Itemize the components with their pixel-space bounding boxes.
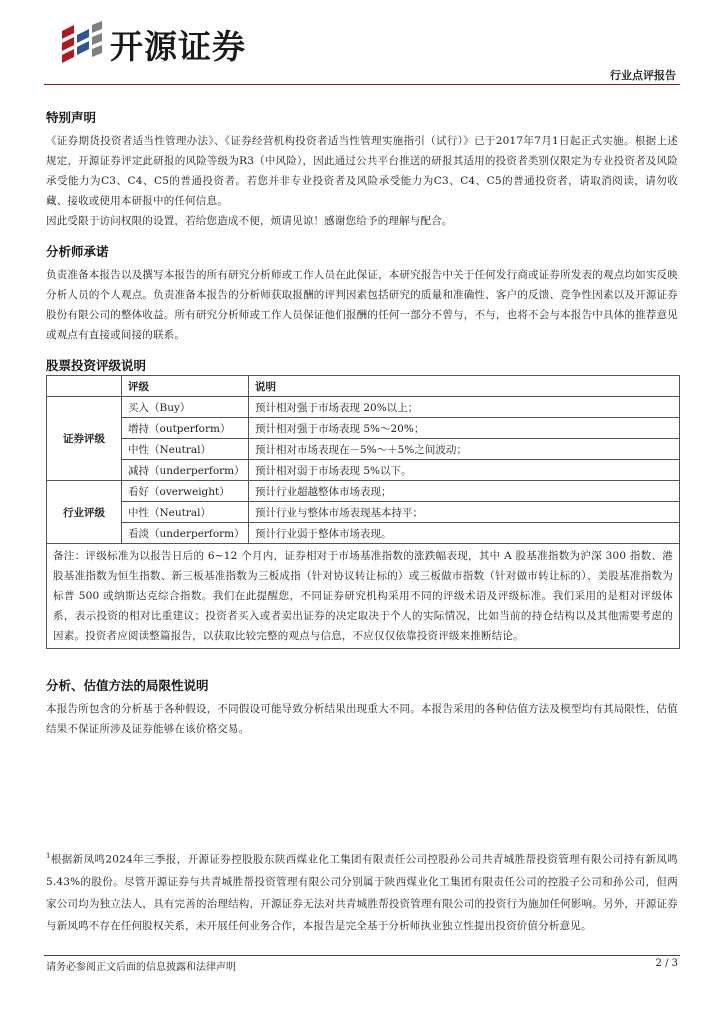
rating-cell: 增持（outperform） [122,418,249,439]
description-cell: 预计相对强于市场表现 5%～20%； [249,418,680,439]
valuation-limits-paragraph: 本报告所包含的分析基于各种假设，不同假设可能导致分析结果出现重大不同。本报告采用的各种估值方法及模型均有其局限性，估值结果不保证所涉及证券能够在该价格交易。 [46,703,678,735]
stock-rating-category: 证券评级 [47,397,122,481]
table-row-note [47,544,680,649]
brand-emblem-icon [58,21,104,67]
description-cell: 预计相对市场表现在－5%～＋5%之间波动； [249,439,680,460]
table-row [47,502,680,523]
footer-disclaimer: 请务必参阅正文后面的信息披露和法律声明 [46,962,236,973]
footer-divider [44,955,680,956]
rating-table [46,375,680,649]
header-rating: 评级 [122,376,249,397]
analyst-commitment-title: 分析师承诺 [46,244,109,259]
rating-explanation-title: 股票投资评级说明 [46,358,147,373]
description-cell: 预计行业与整体市场表现基本持平； [249,502,680,523]
description-cell: 预计相对弱于市场表现 5%以下。 [249,460,680,481]
brand-logo [58,20,246,68]
description-cell: 预计行业弱于整体市场表现。 [249,523,680,544]
analyst-commitment-section [46,242,678,345]
rating-cell: 看淡（underperform） [122,523,249,544]
table-row [47,418,680,439]
header-empty-cell [47,376,122,397]
report-type-label: 行业点评报告 [610,69,676,82]
brand-name: 开源证券 [110,26,246,66]
table-row [47,460,680,481]
rating-cell: 减持（underperform） [122,460,249,481]
special-statement-paragraph-2: 因此受限于访问权限的设置，若给您造成不便，烦请见谅！感谢您给予的理解与配合。 [46,215,453,227]
footnote-marker: 1 [46,852,51,860]
special-statement-title: 特别声明 [46,110,97,125]
special-statement-section [46,108,678,231]
rating-cell: 买入（Buy） [122,397,249,418]
rating-cell: 看好（overweight） [122,481,249,502]
analyst-commitment-paragraph: 负责准备本报告以及撰写本报告的所有研究分析师或工作人员在此保证，本研究报告中关于任何发行商或证券所发表的观点均如实反映分析人员的个人观点。负责准备本报告的分析师获取报酬的评判因素包括研究的质量和准确性、客户的反馈、竞争性因素以及开源证券股份有限公司的整体收益。所有研究分析师或工作人员保证他们报酬的任何一部分不曾与，不与，也将不会与本报告中具体的推荐意见或观点有直接或间接的联系。 [46,269,678,341]
table-row [47,523,680,544]
description-cell: 预计相对强于市场表现 20%以上； [249,397,680,418]
valuation-limits-title: 分析、估值方法的局限性说明 [46,678,209,693]
footnote-text: 根据新凤鸣2024年三季报，开源证券控股股东陕西煤业化工集团有限责任公司控股孙公司共青城胜帮投资管理有限公司持有新凤鸣5.43%的股份。尽管开源证券与共青城胜帮投资管理有限公司分别属于陕西煤业化工集团有限责任公司的控股子公司和孙公司，但两家公司均为独立法人，具有完善的治理结构，开源证券无法对共青城胜帮投资管理有限公司的投资行为施加任何影响。另外，开源证券与新凤鸣不存在任何股权关系，未开展任何业务合作，本报告是完全基于分析师执业独立性提出投资价值分析意见。 [46,853,678,932]
header-divider [44,84,680,85]
description-cell: 预计行业超越整体市场表现； [249,481,680,502]
table-row [47,481,680,502]
rating-cell: 中性（Neutral） [122,439,249,460]
rating-cell: 中性（Neutral） [122,502,249,523]
footnote [46,845,678,937]
page-number: 2 / 3 [655,958,678,969]
special-statement-paragraph-1: 《证券期货投资者适当性管理办法》、《证券经营机构投资者适当性管理实施指引（试行）》已于2017年7月1日起正式实施。根据上述规定，开源证券评定此研报的风险等级为R3（中风险），因此通过公共平台推送的研报其适用的投资者类别仅限定为专业投资者及风险承受能力为C3、C4、C5的普通投资者。若您并非专业投资者及风险承受能力为C3、C4、C5的普通投资者，请取消阅读，请勿收藏、接收或使用本研报中的任何信息。 [46,135,678,207]
valuation-limits-section [46,676,678,739]
rating-table-header [47,376,680,397]
industry-rating-category: 行业评级 [47,481,122,544]
table-row [47,397,680,418]
rating-note: 备注：评级标准为以报告日后的 6~12 个月内，证券相对于市场基准指数的涨跌幅表现，其中 A 股基准指数为沪深 300 指数、港股基准指数为恒生指数、新三板基准指数为三板成指（针对协议转让标的）或三板做市指数（针对做市转让标的）、美股基准指数为标普 500 或纳斯达克综合指数。我们在此提醒您，不同证券研究机构采用不同的评级术语及评级标准。我们采用的是相对评级体系，表示投资的相对比重建议；投资者买入或者卖出证券的决定取决于个人的实际情况，比如当前的持仓结构以及其他需要考虑的因素。投资者应阅读整篇报告，以获取比较完整的观点与信息，不应仅仅依靠投资评级来推断结论。 [47,544,680,649]
table-row [47,439,680,460]
header-description: 说明 [249,376,680,397]
